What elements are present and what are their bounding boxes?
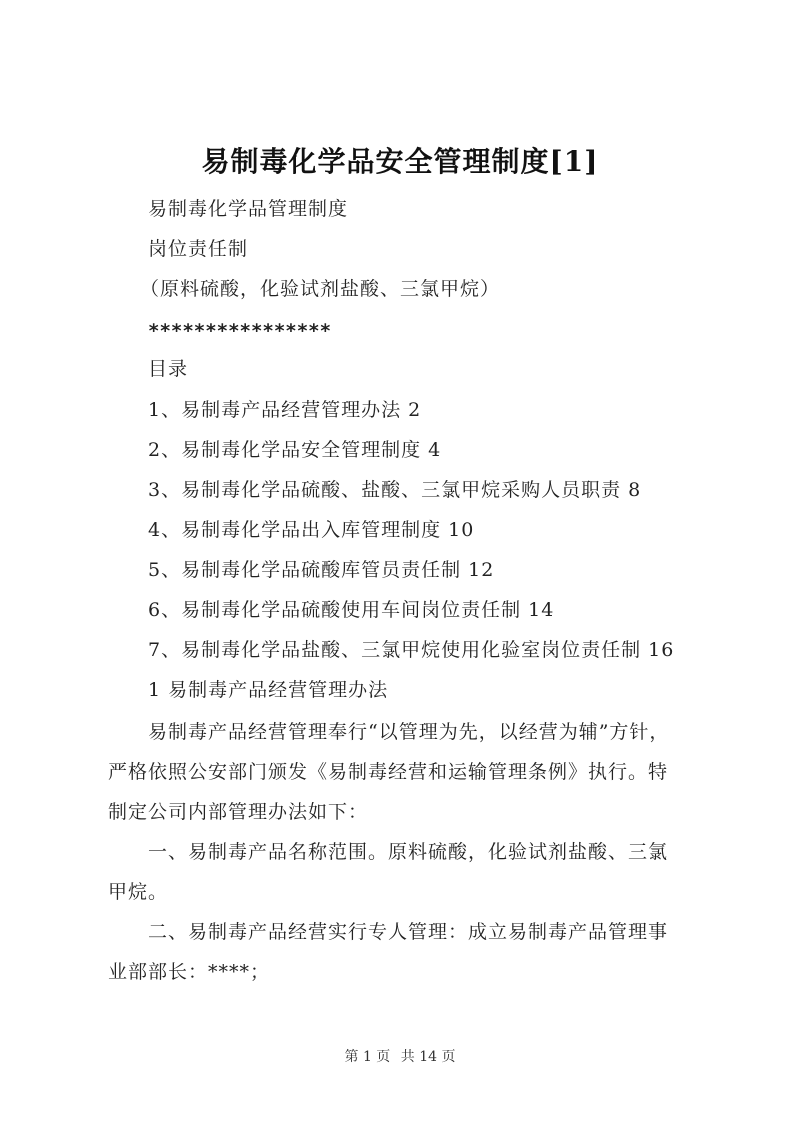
- toc-item: 1、易制毒产品经营管理办法 2: [148, 399, 422, 421]
- toc-item: 3、易制毒化学品硫酸、盐酸、三氯甲烷采购人员职责 8: [148, 479, 642, 501]
- page-number: 第 1 页: [344, 1049, 391, 1065]
- toc-item: 4、易制毒化学品出入库管理制度 10: [148, 519, 475, 541]
- paragraph-line: 易制毒产品经营管理奉行“以管理为先，以经营为辅”方针，: [148, 721, 670, 743]
- toc-item: 6、易制毒化学品硫酸使用车间岗位责任制 14: [148, 599, 555, 621]
- position-line: 岗位责任制: [148, 238, 249, 260]
- toc-item: 5、易制毒化学品硫酸库管员责任制 12: [148, 559, 495, 581]
- paragraph-line: 一、易制毒产品名称范围。原料硫酸，化验试剂盐酸、三氯: [148, 841, 669, 863]
- paragraph-line: 二、易制毒产品经营实行专人管理：成立易制毒产品管理事: [148, 921, 669, 943]
- paragraph-line: 业部部长：****；: [108, 961, 271, 983]
- subtitle-line: 易制毒化学品管理制度: [148, 198, 349, 220]
- toc-item: 7、易制毒化学品盐酸、三氯甲烷使用化验室岗位责任制 16: [148, 639, 675, 661]
- document-title: 易制毒化学品安全管理制度[1]: [201, 145, 599, 178]
- stars-line: ****************: [148, 320, 332, 342]
- toc-heading: 目录: [148, 358, 189, 380]
- paragraph: [108, 832, 708, 912]
- toc-item: 2、易制毒化学品安全管理制度 4: [148, 439, 442, 461]
- paragraph: [108, 712, 708, 832]
- paragraph-line: 严格依照公安部门颁发《易制毒经营和运输管理条例》执行。特: [108, 761, 669, 783]
- paragraph: [108, 912, 708, 992]
- section-heading: 1 易制毒产品经营管理办法: [148, 679, 389, 701]
- paragraph-line: 甲烷。: [108, 881, 169, 903]
- page-footer: [0, 1046, 800, 1066]
- materials-line: （原料硫酸，化验试剂盐酸、三氯甲烷）: [140, 278, 501, 300]
- page-total: 共 14 页: [400, 1049, 456, 1065]
- paragraph-line: 制定公司内部管理办法如下：: [108, 801, 369, 823]
